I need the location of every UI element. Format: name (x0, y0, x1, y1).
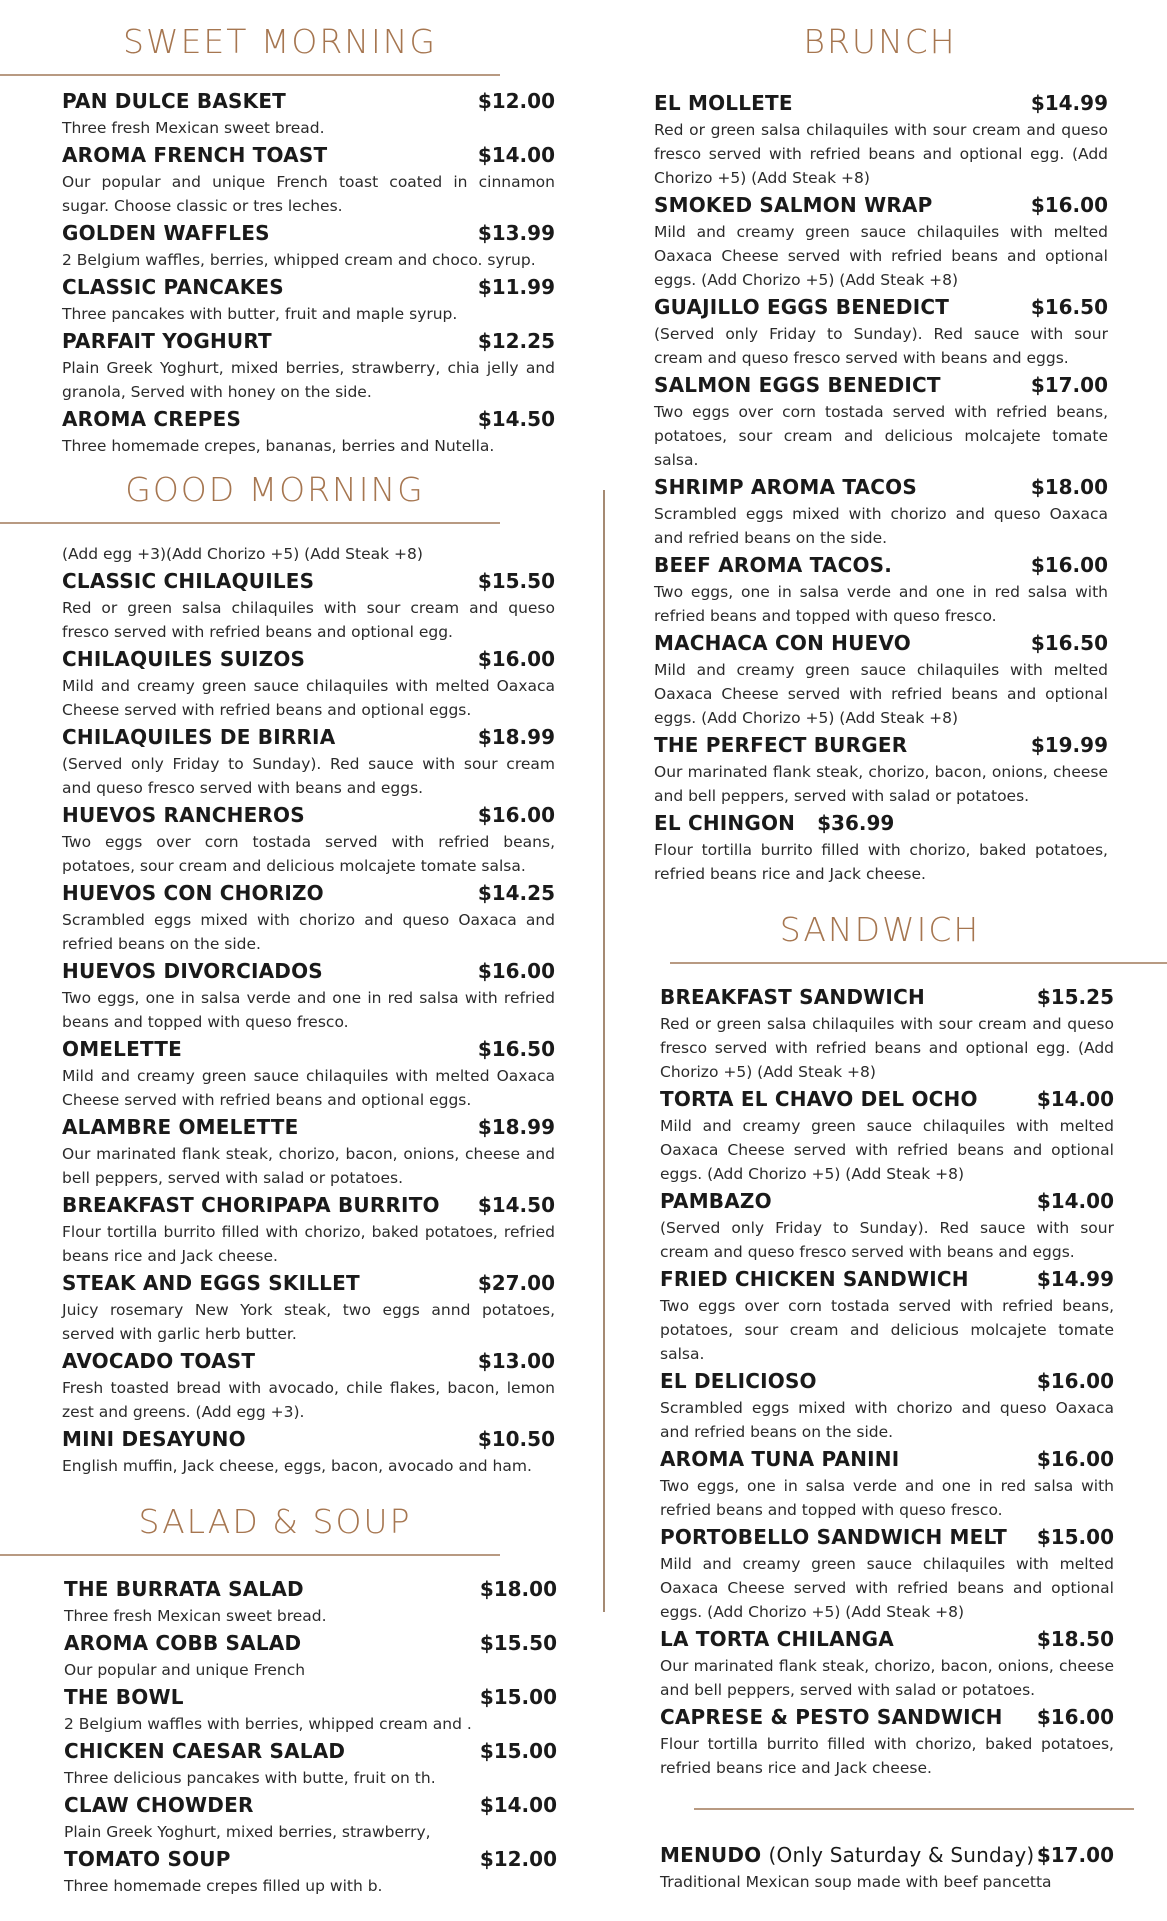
menu-item (62, 272, 555, 326)
item-description: Red or green salsa chilaquiles with sour cream and queso fresco served with refried beans and optional egg. (Add Chorizo +5) (Add Steak +8) (654, 121, 1108, 187)
menu-item (62, 1190, 555, 1268)
menu-item (660, 1186, 1114, 1264)
menu-item (654, 292, 1108, 370)
item-price: $16.00 (477, 959, 555, 983)
menu-item (64, 1682, 557, 1736)
item-description: Two eggs over corn tostada served with refried beans, potatoes, sour cream and delicious molcajete tomate salsa. (654, 403, 1108, 469)
section-title: SANDWICH (779, 910, 981, 949)
sweet-morning-items (0, 86, 555, 458)
item-price: $15.00 (479, 1685, 557, 1709)
item-price: $18.00 (1030, 475, 1108, 499)
item-description: Three delicious pancakes with butte, fruit on th. (64, 1769, 436, 1787)
item-description: Fresh toasted bread with avocado, chile flakes, bacon, lemon zest and greens. (Add egg +3). (62, 1379, 555, 1421)
item-price: $16.50 (477, 1037, 555, 1061)
menu-item (62, 956, 555, 1034)
item-price: $14.00 (1036, 1087, 1114, 1111)
item-price: $17.00 (1036, 1843, 1114, 1867)
add-ons-note: (Add egg +3)(Add Chorizo +5) (Add Steak +8) (62, 545, 423, 563)
item-price: $18.99 (477, 725, 555, 749)
item-name: TORTA EL CHAVO DEL OCHO (660, 1087, 978, 1111)
item-description: Two eggs over corn tostada served with refried beans, potatoes, sour cream and delicious molcajete tomate salsa. (62, 833, 555, 875)
item-name: ALAMBRE OMELETTE (62, 1115, 299, 1139)
item-name: THE BURRATA SALAD (64, 1577, 304, 1601)
item-price: $15.00 (1036, 1525, 1114, 1549)
menudo-section (640, 1808, 1167, 1894)
item-name: CLASSIC PANCAKES (62, 275, 284, 299)
menu-item (64, 1628, 557, 1682)
menu-item (654, 550, 1108, 628)
item-price: $15.50 (477, 569, 555, 593)
menu-item (62, 566, 555, 644)
item-description: Three pancakes with butter, fruit and maple syrup. (62, 305, 458, 323)
item-price: $16.00 (1030, 193, 1108, 217)
menu-item (660, 1840, 1114, 1894)
menu-item (660, 982, 1114, 1084)
menu-item (62, 1112, 555, 1190)
menu-item (654, 628, 1108, 730)
item-description: (Served only Friday to Sunday). Red sauce with sour cream and queso fresco served with beans and eggs. (654, 325, 1108, 367)
salad-soup-section (0, 1500, 600, 1898)
item-name: EL CHINGON (654, 811, 796, 835)
item-name: HUEVOS RANCHEROS (62, 803, 305, 827)
menu-item (62, 800, 555, 878)
item-name: FRIED CHICKEN SANDWICH (660, 1267, 969, 1291)
menu-item (660, 1444, 1114, 1522)
item-name: PARFAIT YOGHURT (62, 329, 272, 353)
item-description: Three homemade crepes, bananas, berries and Nutella. (62, 437, 495, 455)
menudo-items (640, 1840, 1114, 1894)
menu-item (654, 370, 1108, 472)
menu-item (62, 1346, 555, 1424)
item-name: GOLDEN WAFFLES (62, 221, 270, 245)
item-price: $13.99 (477, 221, 555, 245)
item-description: Mild and creamy green sauce chilaquiles with melted Oaxaca Cheese served with refried beans and optional eggs. (Add Chorizo +5) (Add Steak +8) (654, 661, 1108, 727)
item-description: 2 Belgium waffles, berries, whipped cream and choco. syrup. (62, 251, 536, 269)
item-description: Mild and creamy green sauce chilaquiles with melted Oaxaca Cheese served with refried beans and optional eggs. (Add Chorizo +5) (Add Steak +8) (660, 1117, 1114, 1183)
brunch-items (640, 88, 1108, 886)
item-description: Scrambled eggs mixed with chorizo and queso Oaxaca and refried beans on the side. (654, 505, 1108, 547)
good-morning-items (0, 542, 555, 1478)
item-price: $36.99 (817, 811, 895, 835)
item-price: $10.50 (477, 1427, 555, 1451)
item-price: $14.50 (477, 1193, 555, 1217)
item-description: Mild and creamy green sauce chilaquiles with melted Oaxaca Cheese served with refried beans and optional eggs. (Add Chorizo +5) (Add Steak +8) (654, 223, 1108, 289)
menu-item (64, 1736, 557, 1790)
menu-item (62, 86, 555, 140)
item-price: $18.00 (479, 1577, 557, 1601)
item-price: $18.50 (1036, 1627, 1114, 1651)
item-description: Our popular and unique French toast coated in cinnamon sugar. Choose classic or tres leches. (62, 173, 555, 215)
item-name: TOMATO SOUP (64, 1847, 231, 1871)
menudo-name: MENUDO (660, 1843, 762, 1867)
item-price: $16.00 (1030, 553, 1108, 577)
item-name: CLASSIC CHILAQUILES (62, 569, 315, 593)
section-title: SALAD & SOUP (138, 1502, 412, 1541)
item-name: BEEF AROMA TACOS. (654, 553, 893, 577)
item-description: English muffin, Jack cheese, eggs, bacon, avocado and ham. (62, 1457, 532, 1475)
section-rule (0, 74, 500, 76)
item-description: Our marinated flank steak, chorizo, bacon, onions, cheese and bell peppers, served with salad or potatoes. (654, 763, 1108, 805)
item-description: Red or green salsa chilaquiles with sour cream and queso fresco served with refried beans and optional egg. (Add Chorizo +5) (Add Steak +8) (660, 1015, 1114, 1081)
item-name: THE PERFECT BURGER (654, 733, 908, 757)
item-price: $18.99 (477, 1115, 555, 1139)
menu-item (654, 472, 1108, 550)
item-description: Plain Greek Yoghurt, mixed berries, strawberry, chia jelly and granola, Served with honey on the side. (62, 359, 555, 401)
item-description: Traditional Mexican soup made with beef pancetta (660, 1873, 1052, 1891)
item-name: AROMA FRENCH TOAST (62, 143, 328, 167)
menudo-availability: (Only Saturday & Sunday) (768, 1843, 1035, 1867)
item-name: SHRIMP AROMA TACOS (654, 475, 917, 499)
item-name: BREAKFAST CHORIPAPA BURRITO (62, 1193, 440, 1217)
menu-item (62, 644, 555, 722)
menu-item (62, 1424, 555, 1478)
item-name: AROMA COBB SALAD (64, 1631, 302, 1655)
item-price: $27.00 (477, 1271, 555, 1295)
section-title: SWEET MORNING (123, 22, 437, 61)
item-price: $16.00 (477, 803, 555, 827)
menu-item (660, 1084, 1114, 1186)
item-price: $16.50 (1030, 631, 1108, 655)
menu-item (64, 1574, 557, 1628)
item-name: GUAJILLO EGGS BENEDICT (654, 295, 950, 319)
item-description: Plain Greek Yoghurt, mixed berries, strawberry, (64, 1823, 431, 1841)
section-title: BRUNCH (803, 22, 957, 61)
item-name: CLAW CHOWDER (64, 1793, 254, 1817)
item-name: PAN DULCE BASKET (62, 89, 287, 113)
item-description: Two eggs over corn tostada served with refried beans, potatoes, sour cream and delicious molcajete tomate salsa. (660, 1297, 1114, 1363)
item-description: Scrambled eggs mixed with chorizo and queso Oaxaca and refried beans on the side. (62, 911, 555, 953)
item-price: $17.00 (1030, 373, 1108, 397)
section-rule (670, 962, 1167, 964)
menu-item (654, 730, 1108, 808)
menu-item (660, 1366, 1114, 1444)
menu-item (660, 1624, 1114, 1702)
section-rule (694, 1808, 1134, 1810)
item-price: $14.25 (477, 881, 555, 905)
menu-item (660, 1264, 1114, 1366)
item-description: Our popular and unique French (64, 1661, 306, 1679)
item-description: Scrambled eggs mixed with chorizo and queso Oaxaca and refried beans on the side. (660, 1399, 1114, 1441)
item-description: 2 Belgium waffles with berries, whipped cream and . (64, 1715, 472, 1733)
good-morning-section (0, 468, 600, 1478)
item-name: CHILAQUILES DE BIRRIA (62, 725, 336, 749)
item-description: Red or green salsa chilaquiles with sour cream and queso fresco served with refried beans and optional egg. (62, 599, 555, 641)
item-description: Three homemade crepes filled up with b. (64, 1877, 383, 1895)
item-price: $14.00 (479, 1793, 557, 1817)
item-description: Flour tortilla burrito filled with chorizo, baked potatoes, refried beans rice and Jack cheese. (62, 1223, 555, 1265)
item-price: $15.25 (1036, 985, 1114, 1009)
item-price: $12.00 (477, 89, 555, 113)
item-name: PAMBAZO (660, 1189, 772, 1213)
item-name: AROMA TUNA PANINI (660, 1447, 900, 1471)
item-price: $13.00 (477, 1349, 555, 1373)
sandwich-items (640, 982, 1114, 1780)
item-name: EL MOLLETE (654, 91, 793, 115)
item-name: PORTOBELLO SANDWICH MELT (660, 1525, 1007, 1549)
item-name: THE BOWL (64, 1685, 184, 1709)
item-name: AVOCADO TOAST (62, 1349, 256, 1373)
menu-item (64, 1844, 557, 1898)
item-description: Three fresh Mexican sweet bread. (62, 119, 325, 137)
item-name: CHICKEN CAESAR SALAD (64, 1739, 346, 1763)
item-description: Two eggs, one in salsa verde and one in red salsa with refried beans and topped with queso fresco. (654, 583, 1108, 625)
item-description: Mild and creamy green sauce chilaquiles with melted Oaxaca Cheese served with refried beans and optional eggs. (62, 677, 555, 719)
item-name: OMELETTE (62, 1037, 182, 1061)
item-name: SALMON EGGS BENEDICT (654, 373, 941, 397)
item-price: $16.00 (1036, 1447, 1114, 1471)
item-price: $12.00 (479, 1847, 557, 1871)
sandwich-section (640, 908, 1167, 1780)
menu-item (62, 722, 555, 800)
menu-item (654, 88, 1108, 190)
menu-item (62, 218, 555, 272)
item-description: Two eggs, one in salsa verde and one in red salsa with refried beans and topped with queso fresco. (660, 1477, 1114, 1519)
item-price: $14.50 (477, 407, 555, 431)
item-price: $11.99 (477, 275, 555, 299)
item-price: $19.99 (1030, 733, 1108, 757)
item-name: SMOKED SALMON WRAP (654, 193, 933, 217)
menu-item (62, 1268, 555, 1346)
item-price: $12.25 (477, 329, 555, 353)
item-price: $14.99 (1036, 1267, 1114, 1291)
item-price: $16.00 (477, 647, 555, 671)
menu-item (62, 878, 555, 956)
item-name: CHILAQUILES SUIZOS (62, 647, 306, 671)
menu-item (654, 190, 1108, 292)
item-name (660, 1840, 1034, 1870)
item-name: STEAK AND EGGS SKILLET (62, 1271, 360, 1295)
item-name: MACHACA CON HUEVO (654, 631, 911, 655)
item-price: $14.00 (477, 143, 555, 167)
item-price: $16.50 (1030, 295, 1108, 319)
item-price: $16.00 (1036, 1705, 1114, 1729)
menu-item (62, 140, 555, 218)
sweet-morning-section (0, 20, 600, 458)
item-name: LA TORTA CHILANGA (660, 1627, 894, 1651)
item-description: Our marinated flank steak, chorizo, bacon, onions, cheese and bell peppers, served with salad or potatoes. (660, 1657, 1114, 1699)
item-name: AROMA CREPES (62, 407, 242, 431)
section-rule (0, 1554, 500, 1556)
item-description: (Served only Friday to Sunday). Red sauce with sour cream and queso fresco served with beans and eggs. (62, 755, 555, 797)
menu-item (654, 808, 1108, 886)
item-description: Flour tortilla burrito filled with chorizo, baked potatoes, refried beans rice and Jack cheese. (654, 841, 1108, 883)
item-name: BREAKFAST SANDWICH (660, 985, 925, 1009)
item-description: Our marinated flank steak, chorizo, bacon, onions, cheese and bell peppers, served with salad or potatoes. (62, 1145, 555, 1187)
item-price: $15.50 (479, 1631, 557, 1655)
item-description: (Served only Friday to Sunday). Red sauce with sour cream and queso fresco served with beans and eggs. (660, 1219, 1114, 1261)
menu-item (64, 1790, 557, 1844)
item-name: CAPRESE & PESTO SANDWICH (660, 1705, 1003, 1729)
item-price: $14.00 (1036, 1189, 1114, 1213)
menu-item (62, 404, 555, 458)
item-description: Juicy rosemary New York steak, two eggs annd potatoes, served with garlic herb butter. (62, 1301, 555, 1343)
item-price: $15.00 (479, 1739, 557, 1763)
item-price: $16.00 (1036, 1369, 1114, 1393)
menu-item (660, 1522, 1114, 1624)
item-description: Mild and creamy green sauce chilaquiles with melted Oaxaca Cheese served with refried beans and optional eggs. (Add Chorizo +5) (Add Steak +8) (660, 1555, 1114, 1621)
item-description: Two eggs, one in salsa verde and one in red salsa with refried beans and topped with queso fresco. (62, 989, 555, 1031)
item-price: $14.99 (1030, 91, 1108, 115)
menu-item (62, 1034, 555, 1112)
item-name: HUEVOS DIVORCIADOS (62, 959, 323, 983)
item-description: Flour tortilla burrito filled with chorizo, baked potatoes, refried beans rice and Jack cheese. (660, 1735, 1114, 1777)
section-rule (0, 522, 500, 524)
brunch-section (640, 20, 1167, 886)
menu-item (62, 326, 555, 404)
item-description: Three fresh Mexican sweet bread. (64, 1607, 327, 1625)
section-title: GOOD MORNING (125, 470, 425, 509)
column-divider (603, 490, 605, 1612)
item-description: Mild and creamy green sauce chilaquiles with melted Oaxaca Cheese served with refried beans and optional eggs. (62, 1067, 555, 1109)
salad-soup-items (0, 1574, 557, 1898)
item-name: MINI DESAYUNO (62, 1427, 246, 1451)
item-name: HUEVOS CON CHORIZO (62, 881, 324, 905)
menu-item (660, 1702, 1114, 1780)
item-name: EL DELICIOSO (660, 1369, 817, 1393)
